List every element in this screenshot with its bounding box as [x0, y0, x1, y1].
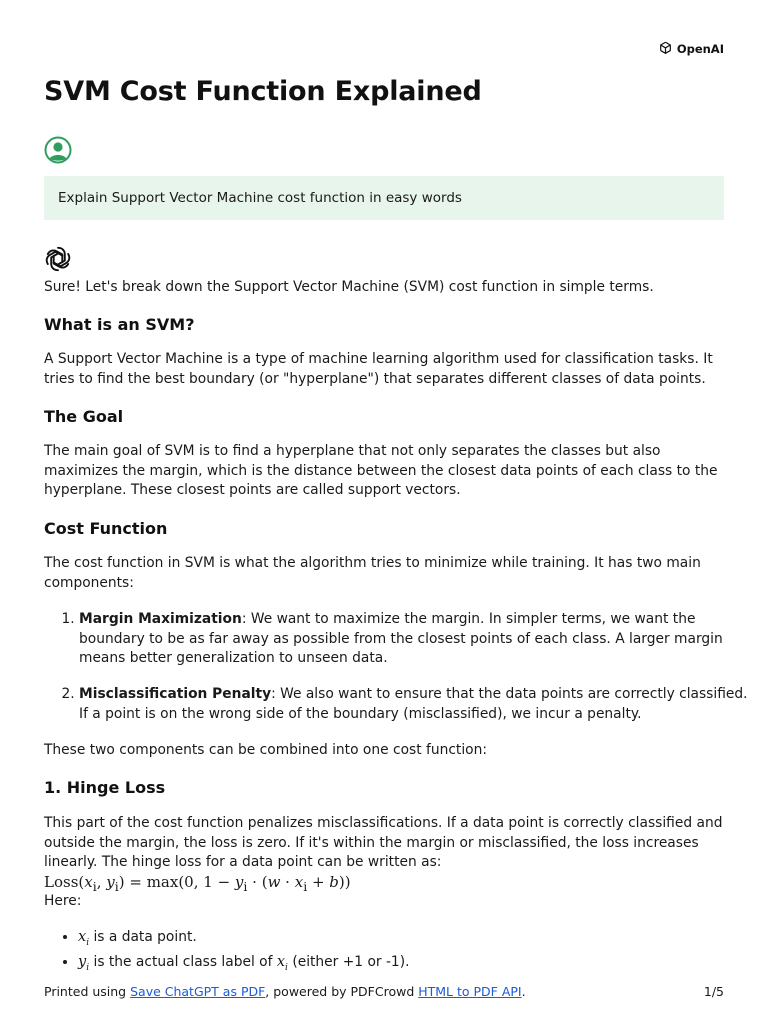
list-item — [79, 610, 759, 669]
list-item: • $y_i$ is the actual class label of $x_i$ (either +1 or -1). — [78, 953, 758, 978]
paragraph-here: Here: — [44, 893, 82, 909]
cost-components-list — [44, 610, 759, 669]
bullet-text: is the actual class label of — [89, 954, 277, 971]
brand-name: OpenAI — [676, 41, 724, 56]
hinge-loss-formula: $Loss(x_i$, $y_i) = \max(0$, $1 - y_i \cdot (w \cdot x_i + b)$) — [44, 873, 351, 894]
footer-suffix: . — [521, 984, 526, 999]
heading-cost-function: Cost Function — [44, 519, 168, 538]
variables-list — [44, 928, 758, 979]
cost-components-list-2 — [44, 685, 759, 724]
list-item-text: : We also want to ensure that the data points are correctly classified. If a point is on the wrong side of the boundary (misclassified), we incur a penalty. — [79, 686, 748, 722]
heading-hinge-loss: 1. Hinge Loss — [44, 778, 166, 797]
page-title: SVM Cost Function Explained — [44, 76, 482, 107]
heading-what-is-svm: What is an SVM? — [44, 315, 195, 334]
page-number: 1/5 — [703, 984, 724, 999]
footer-middle: , powered by PDFCrowd — [265, 984, 419, 999]
list-item-title: Misclassification Penalty — [79, 686, 272, 702]
list-item — [79, 685, 759, 724]
openai-brand — [657, 40, 724, 57]
user-prompt: Explain Support Vector Machine cost function in easy words — [44, 176, 724, 220]
response-intro: Sure! Let's break down the Support Vector Machine (SVM) cost function in simple terms. — [44, 279, 654, 295]
list-item-title: Margin Maximization — [79, 611, 242, 627]
bullet-tail: (either +1 or -1). — [287, 954, 410, 971]
paragraph-goal: The main goal of SVM is to find a hyperplane that not only separates the classes but also maximizes the margin, which is the distance between the closest data points of each class to the hyperplane. These closest points are called support vectors. — [44, 443, 718, 499]
user-avatar-icon — [44, 136, 72, 164]
chatgpt-logo-icon — [44, 245, 72, 273]
paragraph-cost-function: The cost function in SVM is what the algorithm tries to minimize while training. It has two main components: — [44, 555, 701, 591]
paragraph-what-is-svm: A Support Vector Machine is a type of machine learning algorithm used for classification tasks. It tries to find the best boundary (or "hyperplane") that separates different classes of data points. — [44, 351, 713, 387]
paragraph-combined: These two components can be combined into one cost function: — [44, 742, 487, 758]
list-item-text: : We want to maximize the margin. In simpler terms, we want the boundary to be as far away as possible from the closest points of each class. A larger margin means better generalization to unseen data. — [79, 611, 723, 667]
list-item: • $x_i$ is a data point. — [78, 928, 758, 953]
paragraph-hinge-loss: This part of the cost function penalizes misclassifications. If a data point is correctly classified and outside the margin, the loss is zero. If it's within the margin or misclassified, the loss increases linearly. The hinge loss for a data point can be written as: — [44, 815, 723, 871]
bullet-text: is a data point. — [89, 929, 197, 945]
html-to-pdf-api-link[interactable]: HTML to PDF API — [418, 984, 522, 999]
save-chatgpt-pdf-link[interactable]: Save ChatGPT as PDF — [130, 984, 266, 999]
footer-prefix: Printed using — [44, 984, 131, 999]
openai-logo-icon — [657, 40, 674, 57]
heading-goal: The Goal — [44, 407, 124, 426]
print-footer — [44, 984, 724, 999]
